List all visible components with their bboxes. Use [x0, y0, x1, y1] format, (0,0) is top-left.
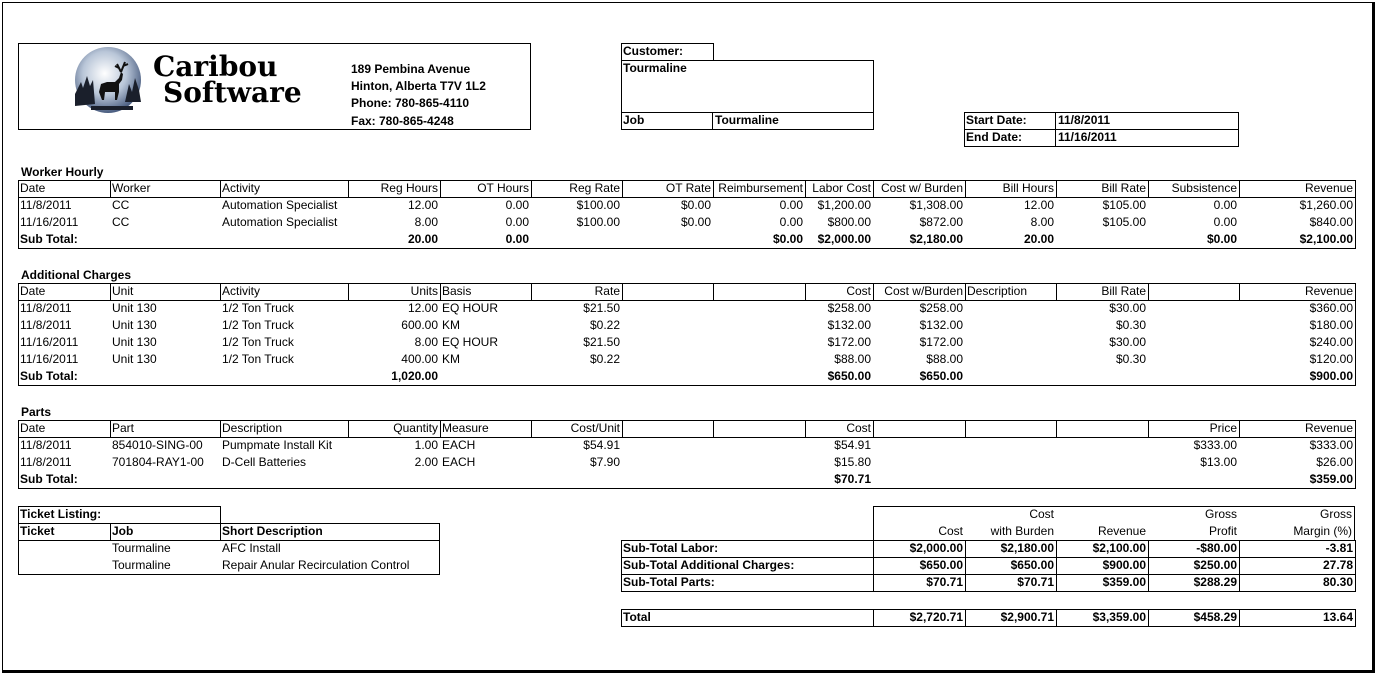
worker_hourly-row-2-13: $840.00 [1309, 215, 1353, 229]
company-address1: 189 Pembina Avenue [351, 62, 471, 76]
additional_charges-row-2-4: KM [442, 318, 460, 332]
additional_charges-row-1-0: 11/8/2011 [20, 301, 72, 315]
additional_charges-row-4-11: $0.30 [1115, 352, 1146, 366]
summary-row-1-value-3: -$80.00 [1196, 541, 1237, 555]
summary-row-3-label: Sub-Total Parts: [623, 575, 715, 589]
summary-row-1-value-0: $2,000.00 [909, 541, 963, 555]
worker_hourly-row-1-6: $0.00 [680, 198, 711, 212]
additional_charges-row-2-3: 600.00 [401, 318, 438, 332]
worker_hourly-header-1: Worker [112, 181, 151, 195]
ticket-listing-title: Ticket Listing: [20, 507, 102, 521]
parts-header-3: Quantity [393, 421, 438, 435]
ticket-row-1-job: Tourmaline [112, 541, 171, 555]
additional_charges-header-1: Unit [112, 284, 134, 298]
summary-header-cost: Cost [938, 524, 963, 538]
additional_charges-row-1-5: $21.50 [583, 301, 620, 315]
parts-header-8: Cost [846, 421, 871, 435]
additional_charges-row-3-0: 11/16/2011 [20, 335, 79, 349]
parts-title: Parts [21, 405, 52, 419]
parts-header-12: Price [1209, 421, 1237, 435]
additional_charges-row-3-3: 8.00 [414, 335, 438, 349]
additional_charges-header-4: Basis [442, 284, 472, 298]
additional_charges-row-3-11: $30.00 [1109, 335, 1146, 349]
worker_hourly-row-1-1: CC [112, 198, 130, 212]
parts-row-2-0: 11/8/2011 [20, 455, 72, 469]
parts-header-2: Description [222, 421, 283, 435]
additional_charges-subtotal-9: $650.00 [919, 369, 963, 383]
parts-row-2-2: D-Cell Batteries [222, 455, 307, 469]
parts-subtotal-8: $70.71 [834, 472, 871, 486]
additional_charges-row-4-1: Unit 130 [112, 352, 157, 366]
additional_charges-row-4-8: $88.00 [834, 352, 871, 366]
summary-row-3-value-2: $359.00 [1102, 575, 1146, 589]
parts-row-2-12: $13.00 [1200, 455, 1237, 469]
additional_charges-row-1-2: 1/2 Ton Truck [222, 301, 294, 315]
worker_hourly-row-2-5: $100.00 [576, 215, 620, 229]
worker_hourly-row-2-6: $0.00 [680, 215, 711, 229]
parts-row-2-5: $7.90 [589, 455, 620, 469]
parts-subtotal-13: $359.00 [1309, 472, 1353, 486]
worker_hourly-row-1-11: $105.00 [1102, 198, 1146, 212]
parts-row-1-8: $54.91 [834, 438, 871, 452]
additional_charges-row-1-11: $30.00 [1109, 301, 1146, 315]
summary-header-burden: with Burden [990, 524, 1054, 538]
worker_hourly-header-0: Date [20, 181, 46, 195]
company-name-line2: Software [163, 76, 302, 109]
summary-header-margin: Margin (%) [1293, 524, 1352, 538]
parts-row-1-4: EACH [442, 438, 476, 452]
additional_charges-row-3-1: Unit 130 [112, 335, 157, 349]
parts-col-line [713, 420, 714, 437]
worker_hourly-row-1-3: 12.00 [407, 198, 438, 212]
additional_charges-row-1-8: $258.00 [827, 301, 871, 315]
worker-hourly-title: Worker Hourly [21, 165, 104, 179]
parts-row-2-3: 2.00 [414, 455, 438, 469]
parts-header-5: Cost/Unit [570, 421, 620, 435]
start-date-label: Start Date: [966, 113, 1027, 127]
additional_charges-row-1-3: 12.00 [407, 301, 438, 315]
worker_hourly-subtotal-0: Sub Total: [20, 232, 78, 246]
additional_charges-row-2-11: $0.30 [1115, 318, 1146, 332]
parts-header-1: Part [112, 421, 135, 435]
worker_hourly-header-11: Bill Rate [1101, 181, 1146, 195]
additional_charges-row-3-5: $21.50 [583, 335, 620, 349]
worker_hourly-row-2-2: Automation Specialist [222, 215, 338, 229]
ticket-row-1-description: AFC Install [222, 541, 281, 555]
parts-row-1-2: Pumpmate Install Kit [222, 438, 333, 452]
summary-row-2-value-1: $650.00 [1010, 558, 1054, 572]
worker_hourly-header-5: Reg Rate [569, 181, 620, 195]
summary-total-value-2: $3,359.00 [1092, 610, 1146, 624]
summary-row-2-label: Sub-Total Additional Charges: [623, 558, 795, 572]
additional_charges-row-4-4: KM [442, 352, 460, 366]
summary-header-top-4: Gross [1204, 507, 1237, 521]
additional_charges-header-10: Description [967, 284, 1028, 298]
worker_hourly-header-3: Reg Hours [380, 181, 438, 195]
worker_hourly-header-7: Reimbursement [718, 181, 803, 195]
end-date-label: End Date: [966, 130, 1023, 144]
parts-header-0: Date [20, 421, 46, 435]
worker_hourly-header-8: Labor Cost [812, 181, 871, 195]
summary-row-1-value-1: $2,180.00 [1000, 541, 1054, 555]
parts-row-1-1: 854010-SING-00 [112, 438, 203, 452]
additional_charges-header-13: Revenue [1304, 284, 1353, 298]
parts-col-line [873, 420, 874, 437]
worker_hourly-subtotal-8: $2,000.00 [817, 232, 871, 246]
summary-total-value-3: $458.29 [1193, 610, 1237, 624]
summary-row-3-value-3: $288.29 [1193, 575, 1237, 589]
parts-row-1-13: $333.00 [1309, 438, 1353, 452]
ticket-header-job: Job [112, 524, 134, 538]
additional_charges-subtotal-0: Sub Total: [20, 369, 78, 383]
additional_charges-row-1-9: $258.00 [919, 301, 963, 315]
worker_hourly-header-9: Cost w/ Burden [880, 181, 963, 195]
additional_charges-row-3-4: EQ HOUR [442, 335, 499, 349]
worker_hourly-row-1-10: 12.00 [1023, 198, 1054, 212]
worker_hourly-row-1-12: 0.00 [1213, 198, 1237, 212]
job-label: Job [623, 113, 645, 127]
additional_charges-subtotal-8: $650.00 [827, 369, 871, 383]
worker_hourly-row-2-7: 0.00 [779, 215, 803, 229]
worker_hourly-header-13: Revenue [1304, 181, 1353, 195]
additional_charges-row-2-9: $132.00 [919, 318, 963, 332]
additional_charges-row-2-8: $132.00 [827, 318, 871, 332]
worker_hourly-row-2-0: 11/16/2011 [20, 215, 79, 229]
parts-row-1-5: $54.91 [583, 438, 620, 452]
additional_charges-header-0: Date [20, 284, 46, 298]
additional_charges-row-1-1: Unit 130 [112, 301, 157, 315]
parts-col-line [1056, 420, 1057, 437]
parts-row-2-4: EACH [442, 455, 476, 469]
summary-header-revenue: Revenue [1097, 524, 1146, 538]
worker_hourly-subtotal-10: 20.00 [1023, 232, 1054, 246]
additional_charges-row-2-1: Unit 130 [112, 318, 157, 332]
worker_hourly-row-1-9: $1,308.00 [909, 198, 963, 212]
worker_hourly-row-1-0: 11/8/2011 [20, 198, 72, 212]
additional_charges-row-4-3: 400.00 [401, 352, 438, 366]
additional_charges-row-4-9: $88.00 [926, 352, 963, 366]
summary-total-value-1: $2,900.71 [1000, 610, 1054, 624]
worker_hourly-subtotal-7: $0.00 [772, 232, 803, 246]
summary-total-value-4: 13.64 [1322, 610, 1353, 624]
summary-row-2-value-0: $650.00 [919, 558, 963, 572]
additional_charges-row-2-2: 1/2 Ton Truck [222, 318, 294, 332]
company-address2: Hinton, Alberta T7V 1L2 [351, 79, 486, 93]
customer-label: Customer: [623, 44, 684, 58]
ticket-row-2-job: Tourmaline [112, 558, 171, 572]
company-header [18, 43, 531, 130]
summary-row-2-value-3: $250.00 [1193, 558, 1237, 572]
worker_hourly-row-2-1: CC [112, 215, 130, 229]
ticket-header-description: Short Description [222, 524, 323, 538]
parts-row-1-0: 11/8/2011 [20, 438, 72, 452]
additional_charges-col-line [622, 283, 623, 300]
additional_charges-header-9: Cost w/Burden [884, 284, 963, 298]
worker_hourly-header-12: Subsistence [1171, 181, 1237, 195]
worker_hourly-header-2: Activity [222, 181, 261, 195]
summary-row-1-label: Sub-Total Labor: [623, 541, 719, 555]
worker_hourly-row-2-4: 0.00 [505, 215, 529, 229]
summary-total-label: Total [623, 610, 651, 624]
customer-value: Tourmaline [623, 61, 687, 75]
parts-header-4: Measure [442, 421, 489, 435]
additional_charges-row-4-13: $120.00 [1309, 352, 1353, 366]
additional_charges-header-2: Activity [222, 284, 261, 298]
parts-row-2-1: 701804-RAY1-00 [112, 455, 204, 469]
summary-row-1-value-2: $2,100.00 [1092, 541, 1146, 555]
additional_charges-header-8: Cost [846, 284, 871, 298]
worker_hourly-subtotal-9: $2,180.00 [909, 232, 963, 246]
parts-col-line [965, 420, 966, 437]
worker_hourly-row-1-7: 0.00 [779, 198, 803, 212]
worker_hourly-row-2-12: 0.00 [1213, 215, 1237, 229]
worker_hourly-header-6: OT Rate [665, 181, 711, 195]
additional-charges-title: Additional Charges [21, 268, 132, 282]
additional_charges-col-line [713, 283, 714, 300]
ticket-header-ticket: Ticket [20, 524, 55, 538]
additional_charges-row-1-13: $360.00 [1309, 301, 1353, 315]
additional_charges-header-5: Rate [594, 284, 620, 298]
additional_charges-header-11: Bill Rate [1101, 284, 1146, 298]
additional_charges-row-3-2: 1/2 Ton Truck [222, 335, 294, 349]
additional_charges-row-2-0: 11/8/2011 [20, 318, 72, 332]
parts-subtotal-0: Sub Total: [20, 472, 78, 486]
worker_hourly-row-2-3: 8.00 [414, 215, 438, 229]
summary-row-2-value-2: $900.00 [1102, 558, 1146, 572]
worker_hourly-row-1-13: $1,260.00 [1299, 198, 1353, 212]
worker_hourly-subtotal-3: 20.00 [407, 232, 438, 246]
worker_hourly-row-1-4: 0.00 [505, 198, 529, 212]
parts-row-2-8: $15.80 [834, 455, 871, 469]
summary-row-1-value-4: -3.81 [1325, 541, 1353, 555]
additional_charges-header-3: Units [410, 284, 438, 298]
end-date-value: 11/16/2011 [1058, 130, 1117, 144]
worker_hourly-row-2-9: $872.00 [919, 215, 963, 229]
worker_hourly-row-1-8: $1,200.00 [817, 198, 871, 212]
summary-row-3-value-0: $70.71 [926, 575, 963, 589]
additional_charges-row-3-8: $172.00 [827, 335, 871, 349]
summary-header-top-2: Cost [1029, 507, 1054, 521]
parts-row-1-3: 1.00 [414, 438, 438, 452]
job-value: Tourmaline [715, 113, 779, 127]
parts-col-line [622, 420, 623, 437]
worker_hourly-row-1-2: Automation Specialist [222, 198, 338, 212]
worker_hourly-header-4: OT Hours [477, 181, 529, 195]
summary-header-profit: Profit [1208, 524, 1237, 538]
additional_charges-row-2-5: $0.22 [589, 318, 620, 332]
parts-row-1-12: $333.00 [1193, 438, 1237, 452]
caribou-logo [73, 44, 143, 116]
additional_charges-row-2-13: $180.00 [1309, 318, 1353, 332]
summary-total-value-0: $2,720.71 [909, 610, 963, 624]
worker_hourly-row-2-11: $105.00 [1102, 215, 1146, 229]
start-date-value: 11/8/2011 [1058, 113, 1111, 127]
additional_charges-row-3-9: $172.00 [919, 335, 963, 349]
worker_hourly-subtotal-4: 0.00 [505, 232, 529, 246]
summary-row-3-value-1: $70.71 [1017, 575, 1054, 589]
summary-row-2-value-4: 27.78 [1322, 558, 1353, 572]
additional_charges-col-line [1148, 283, 1149, 300]
additional_charges-row-3-13: $240.00 [1309, 335, 1353, 349]
parts-header-13: Revenue [1304, 421, 1353, 435]
additional_charges-row-1-4: EQ HOUR [442, 301, 499, 315]
ticket-row-2-description: Repair Anular Recirculation Control [222, 558, 410, 572]
worker_hourly-row-2-10: 8.00 [1030, 215, 1054, 229]
summary-header-top-5: Gross [1319, 507, 1352, 521]
worker_hourly-subtotal-13: $2,100.00 [1299, 232, 1353, 246]
additional_charges-row-4-2: 1/2 Ton Truck [222, 352, 294, 366]
worker_hourly-row-1-5: $100.00 [576, 198, 620, 212]
summary-row-3-value-4: 80.30 [1322, 575, 1353, 589]
worker_hourly-subtotal-12: $0.00 [1206, 232, 1237, 246]
worker_hourly-header-10: Bill Hours [1002, 181, 1054, 195]
additional_charges-subtotal-13: $900.00 [1309, 369, 1353, 383]
additional_charges-row-4-0: 11/16/2011 [20, 352, 79, 366]
company-name-line1: Caribou [153, 50, 278, 83]
parts-row-2-13: $26.00 [1316, 455, 1353, 469]
worker_hourly-row-2-8: $800.00 [827, 215, 871, 229]
additional_charges-row-4-5: $0.22 [589, 352, 620, 366]
company-fax: Fax: 780-865-4248 [351, 114, 454, 128]
additional_charges-subtotal-3: 1,020.00 [391, 369, 438, 383]
company-phone: Phone: 780-865-4110 [351, 96, 470, 110]
